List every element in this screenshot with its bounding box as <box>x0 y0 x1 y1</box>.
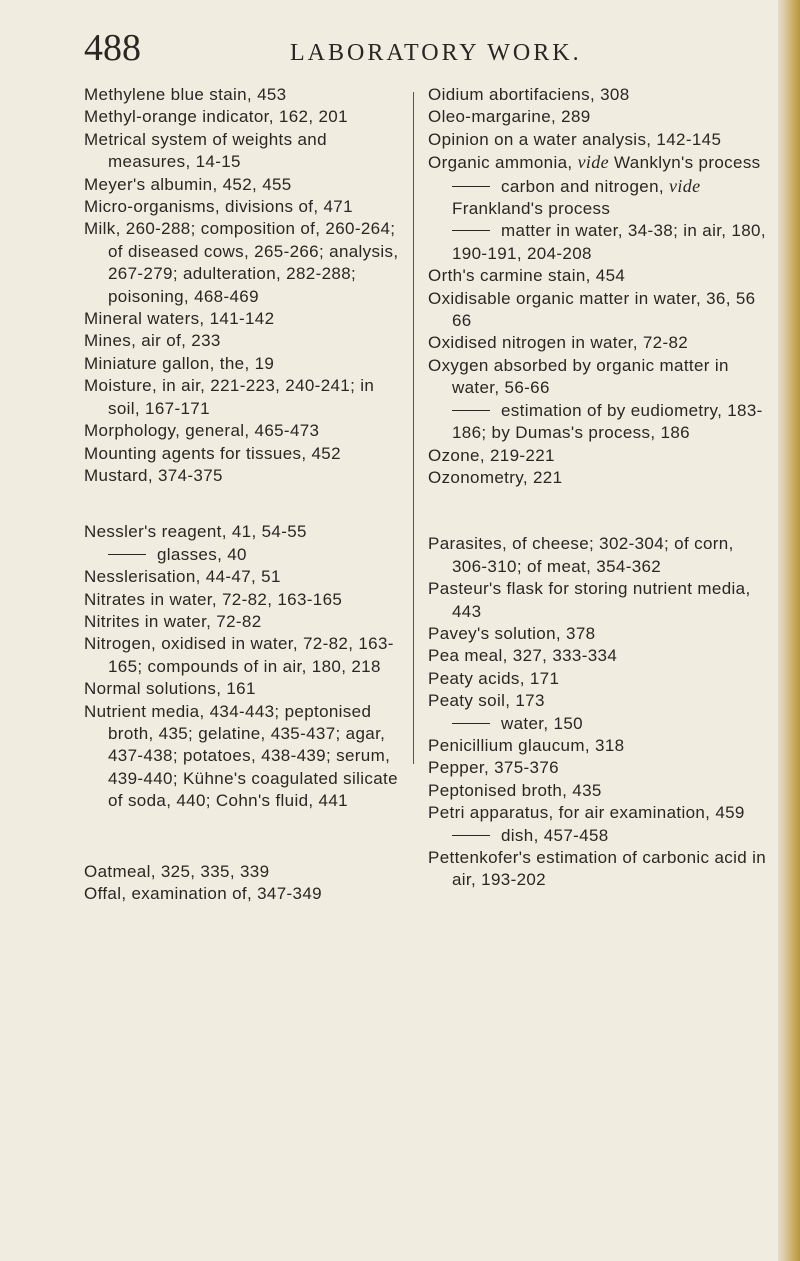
index-entry: Offal, examination of, 347-349 <box>84 884 322 903</box>
index-entry: Peptonised broth, 435 <box>428 780 602 800</box>
index-subentry: estimation of by eudiometry, 183-186; by Dumas's process, 186 <box>428 400 774 445</box>
index-subentry: dish, 457-458 <box>428 825 774 847</box>
index-entry: Parasites, of cheese; 302-304; of corn, 306-310; of meat, 354-362 <box>428 534 734 576</box>
index-entry: Metrical system of weights and measures, 14-15 <box>84 129 327 172</box>
index-entry: Pasteur's flask for storing nutrient media, 443 <box>428 579 751 621</box>
index-entry: Opinion on a water analysis, 142-145 <box>428 129 722 149</box>
index-subentry: water, 150 <box>428 713 774 735</box>
index-entry: Nesslerisation, 44-47, 51 <box>84 567 281 587</box>
index-entry: Morphology, general, 465-473 <box>84 421 320 441</box>
index-subentry: matter in water, 34-38; in air, 180, 190-191, 204-208 <box>428 220 774 265</box>
index-entry: Nitrates in water, 72-82, 163-165 <box>84 589 343 609</box>
index-entry: Orth's carmine stain, 454 <box>428 266 626 286</box>
index-entry: Oxidised nitrogen in water, 72-82 <box>428 333 689 353</box>
index-subentry <box>428 175 774 221</box>
index-entry: Moisture, in air, 221-223, 240-241; in soil, 167-171 <box>84 376 375 418</box>
index-entry: Pettenkofer's estimation of carbonic acid in air, 193-202 <box>428 848 767 890</box>
index-entry: Oxygen absorbed by organic matter in water, 56-66 <box>428 355 729 398</box>
index-entry: Milk, 260-288; composition of, 260-264; of diseased cows, 265-266; analysis, 267-279; adulteration, 282-288; poisoning, 468-469 <box>84 219 399 306</box>
entry-text: Wanklyn's process <box>608 153 761 173</box>
index-entry: Mines, air of, 233 <box>84 331 221 351</box>
index-column-left <box>84 84 402 905</box>
index-subentry: glasses, 40 <box>84 544 402 566</box>
index-entry: Peaty acids, 171 <box>428 668 560 688</box>
column-divider <box>413 92 414 764</box>
index-entry: Pavey's solution, 378 <box>428 623 596 643</box>
index-entry: Oxidisable organic matter in water, 36, 56 66 <box>428 288 756 331</box>
index-entry: Meyer's albumin, 452, 455 <box>84 174 292 194</box>
index-entry: Nitrites in water, 72-82 <box>84 611 262 631</box>
index-entry: Oidium abortifaciens, 308 <box>428 85 630 104</box>
index-entry: Penicillium glaucum, 318 <box>428 735 625 755</box>
entry-text: carbon and nitrogen, <box>501 176 670 196</box>
index-entry: Nutrient media, 434-443; peptonised broth, 435; gelatine, 435-437; agar, 437-438; potatoes, 438-439; serum, 439-440; Kühne's coagulated silicate of soda, 440; Cohn's fluid, 441 <box>84 701 398 811</box>
entry-text: Frankland's process <box>452 199 611 219</box>
entry-italic: vide <box>669 175 701 196</box>
index-entry <box>428 151 774 174</box>
index-entry: Ozonometry, 221 <box>428 467 563 487</box>
index-entry: Methyl-orange indicator, 162, 201 <box>84 107 348 127</box>
page-edge-shadow <box>778 0 800 1261</box>
index-entry: Micro-organisms, divisions of, 471 <box>84 197 353 217</box>
running-head: LABORATORY WORK. <box>290 40 582 66</box>
index-entry: Peaty soil, 173 <box>428 691 545 711</box>
index-entry: Mineral waters, 141-142 <box>84 309 275 329</box>
index-entry: Petri apparatus, for air examination, 459 <box>428 803 745 823</box>
index-entry: Ozone, 219-221 <box>428 445 555 465</box>
page-number: 488 <box>84 27 141 69</box>
index-entry: Pea meal, 327, 333-334 <box>428 646 618 666</box>
entry-text: Organic ammonia, <box>428 153 578 173</box>
index-entry: Pepper, 375-376 <box>428 758 559 778</box>
index-entry: Miniature gallon, the, 19 <box>84 353 275 373</box>
index-entry: Mounting agents for tissues, 452 <box>84 443 341 463</box>
index-entry: Mustard, 374-375 <box>84 465 223 485</box>
entry-italic: vide <box>577 152 609 173</box>
index-entry: Nitrogen, oxidised in water, 72-82, 163-165; compounds of in air, 180, 218 <box>84 634 394 676</box>
index-entry: Methylene blue stain, 453 <box>84 85 287 104</box>
index-entry: Normal solutions, 161 <box>84 679 256 699</box>
index-entry: Nessler's reagent, 41, 54-55 <box>84 522 307 542</box>
index-entry: Oleo-margarine, 289 <box>428 107 591 127</box>
index-column-right <box>428 84 774 892</box>
index-entry: Oatmeal, 325, 335, 339 <box>84 861 270 881</box>
